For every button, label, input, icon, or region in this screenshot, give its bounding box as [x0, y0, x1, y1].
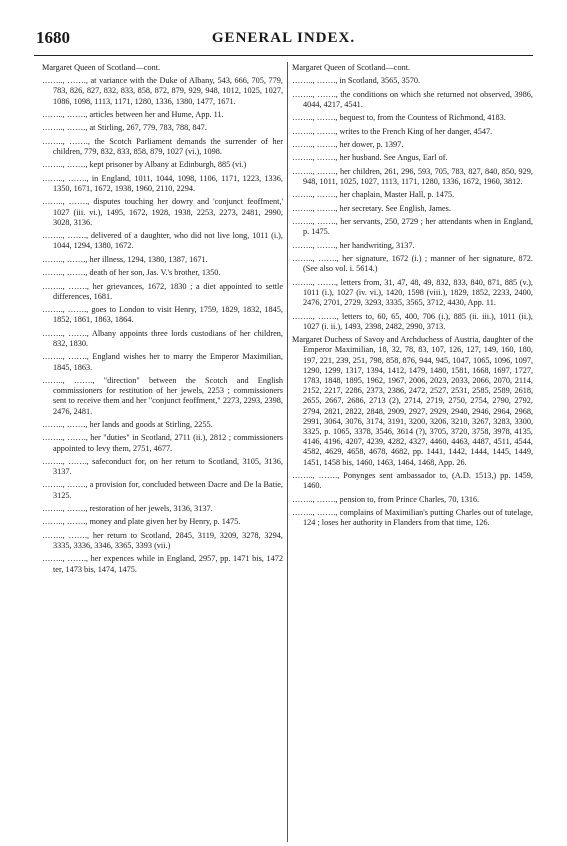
index-entry: …….., ……., Albany appoints three lords custodians of her children, 832, 1830.	[42, 328, 283, 348]
index-entry: …….., ……., restoration of her jewels, 3136, 3137.	[42, 504, 213, 514]
page-header	[0, 28, 567, 50]
index-entry: …….., ……., her husband. See Angus, Earl of.	[292, 153, 448, 163]
index-entry: …….., ……., bequest to, from the Countess of Richmond, 4183.	[292, 113, 506, 123]
index-entry: …….., ……., disputes touching her dowry and 'conjunct feoffment,' 1027 (iii. vi.), 1495, 1672, 1928, 1938, 2253, 2273, 2481, 2990, 3028, 3136.	[42, 197, 283, 227]
index-entry: …….., ……., her illness, 1294, 1380, 1387, 1671.	[42, 254, 208, 264]
index-entry: …….., ……., delivered of a daughter, who did not live long, 1011 (i.), 1044, 1294, 1380, 1672.	[42, 231, 283, 251]
left-entries	[42, 76, 283, 575]
index-entry: …….., ……., her expences while in England, 2957, pp. 1471 bis, 1472 ter, 1473 bis, 1474, 1475.	[42, 554, 283, 574]
index-entry: …….., ……., letters to, 60, 65, 400, 706 (i.), 885 (ii. iii.), 1011 (ii.), 1027 (i. ii.), 1493, 2398, 2482, 2990, 3713.	[292, 311, 533, 331]
index-entry: …….., ……., death of her son, Jas. V.'s brother, 1350.	[42, 268, 221, 278]
index-entry: …….., ……., pension to, from Prince Charles, 70, 1316.	[292, 494, 480, 504]
index-entry: …….., ……., the Scotch Parliament demands the surrender of her children, 779, 832, 833, 858, 879, 1027 (vi.), 1098.	[42, 136, 283, 156]
running-title: GENERAL INDEX.	[211, 30, 356, 46]
index-entry: …….., ……., articles between her and Hume, App. 11.	[42, 110, 224, 119]
index-entry: …….., ……., complains of Maximilian's putting Charles out of tutelage, 124 ; loses her authority in Flanders from that time, 126.	[292, 507, 533, 528]
index-entry: …….., ……., a provision for, concluded between Dacre and De la Batie, 3125.	[42, 480, 283, 500]
index-entry: …….., ……., her chaplain, Master Hall, p. 1475.	[292, 190, 455, 200]
index-entry: …….., ……., her "duties" in Scotland, 2711 (ii.), 2812 ; commissioners appointed to levy them, 2751, 4677.	[42, 433, 283, 453]
index-entry: …….., ……., her return to Scotland, 2845, 3119, 3209, 3278, 3294, 3335, 3336, 3346, 3365, 3393 (vii.)	[42, 530, 283, 551]
index-entry: …….., ……., her grievances, 1672, 1830 ; a diet appointed to settle differences, 1681.	[42, 281, 283, 301]
index-entry: …….., ……., at Stirling, 267, 779, 783, 788, 847.	[42, 123, 207, 133]
index-entry: …….., ……., her handwriting, 3137.	[292, 240, 415, 250]
index-entry: …….., ……., letters from, 31, 47, 48, 49, 832, 833, 840, 871, 885 (v.), 1011 (i.), 1027 (iv. vi.), 1420, 1598 (viii.), 1829, 1852, 2233, 2400, 2476, 2701, 2729, 3293, 3335, 3565, 3712, 4430, App. 11.	[292, 277, 533, 308]
index-entry: …….., ……., money and plate given her by Henry, p. 1475.	[42, 517, 241, 527]
index-entry: …….., ……., her servants, 250, 2729 ; her attendants when in England, p. 1475.	[292, 217, 533, 237]
index-entry: …….., ……., England wishes her to marry the Emperor Maximilian, 1845, 1863.	[42, 352, 283, 372]
header-rule	[34, 55, 533, 56]
index-entry: …….., ……., safeconduct for, on her return to Scotland, 3105, 3136, 3137.	[42, 456, 283, 477]
column-divider	[287, 62, 288, 842]
index-entry: …….., ……., her dower, p. 1397.	[292, 139, 404, 149]
index-entry: …….., ……., writes to the French King of her danger, 4547.	[292, 126, 493, 136]
index-entry: …….., ……., "direction" between the Scotch and English commissioners for restitution of her jewels, 2253 ; commissioners sent to receive them and her "conjunct feoffment," 2273, 2293, 2398, 2476, 2481.	[42, 375, 283, 416]
index-entry: …….., ……., in Scotland, 3565, 3570.	[292, 76, 421, 86]
index-entry: …….., ……., at variance with the Duke of Albany, 543, 666, 705, 779, 783, 826, 827, 832, 833, 858, 872, 879, 929, 948, 1012, 1025, 1027, 1086, 1098, 1113, 1171, 1280, 1336, 1380, 1477, 1671.	[42, 76, 283, 106]
index-entry: …….., ……., the conditions on which she returned not observed, 3986, 4044, 4217, 4541.	[292, 89, 533, 109]
index-entry: …….., ……., her signature, 1672 (i.) ; manner of her signature, 872. (See also vol. i. 5614.)	[292, 254, 533, 274]
column-heading: Margaret Queen of Scotland—cont.	[292, 63, 411, 72]
column-heading: Margaret Queen of Scotland—cont.	[42, 63, 161, 72]
index-entry: …….., ……., kept prisoner by Albany at Edinburgh, 885 (vi.)	[42, 160, 247, 170]
index-entry: …….., ……., her secretary. See English, James.	[292, 203, 451, 213]
right-column	[292, 63, 533, 532]
index-entry: …….., ……., Ponynges sent ambassador to, (A.D. 1513,) pp. 1459, 1460.	[292, 470, 533, 491]
left-column	[42, 63, 283, 578]
index-entry: …….., ……., her lands and goods at Stirling, 2255.	[42, 419, 213, 429]
index-entry: Margaret Duchess of Savoy and Archduchess of Austria, daughter of the Emperor Maximilian, 18, 32, 78, 83, 107, 126, 127, 149, 160, 180, 197, 221, 239, 251, 798, 858, 876, 944, 945, 1047, 1065, 1096, 1097, 1290, 1299, 1317, 1394, 1412, 1479, 1480, 1581, 1668, 1697, 1727, 1783, 1848, 1895, 1962, 1967, 2006, 2023, 2033, 2066, 2070, 2114, 2152, 2217, 2286, 2373, 2386, 2472, 2527, 2531, 2585, 2589, 2618, 2655, 2667, 2686, 2713 (2), 2714, 2719, 2750, 2754, 2790, 2792, 2794, 2821, 2822, 2848, 2909, 2927, 2929, 2940, 2946, 2964, 2968, 2991, 3064, 3076, 3174, 3191, 3200, 3206, 3210, 3267, 3283, 3300, 3325, p. 1065, 3378, 3546, 3614 (?), 3705, 3720, 3758, 3978, 4135, 4146, 4196, 4207, 4239, 4282, 4327, 4460, 4463, 4487, 4511, 4544, 4582, 4629, 4658, 4678, 4682, pp. 1441, 1442, 1444, 1445, 1449, 1451, 1458 bis, 1460, 1463, 1464, 1468, App. 26.	[292, 335, 533, 467]
right-entries	[292, 76, 533, 528]
index-entry: …….., ……., in England, 1011, 1044, 1098, 1106, 1171, 1223, 1336, 1350, 1671, 1672, 1938, 1960, 2110, 2294.	[42, 173, 283, 193]
index-entry: …….., ……., her children, 261, 296, 593, 705, 783, 827, 840, 850, 929, 948, 1011, 1025, 1027, 1113, 1171, 1280, 1336, 1672, 1960, 3812.	[292, 166, 533, 186]
page-number: 1680	[36, 28, 70, 47]
index-entry: …….., ……., goes to London to visit Henry, 1759, 1829, 1832, 1845, 1852, 1861, 1863, 1864.	[42, 305, 283, 325]
